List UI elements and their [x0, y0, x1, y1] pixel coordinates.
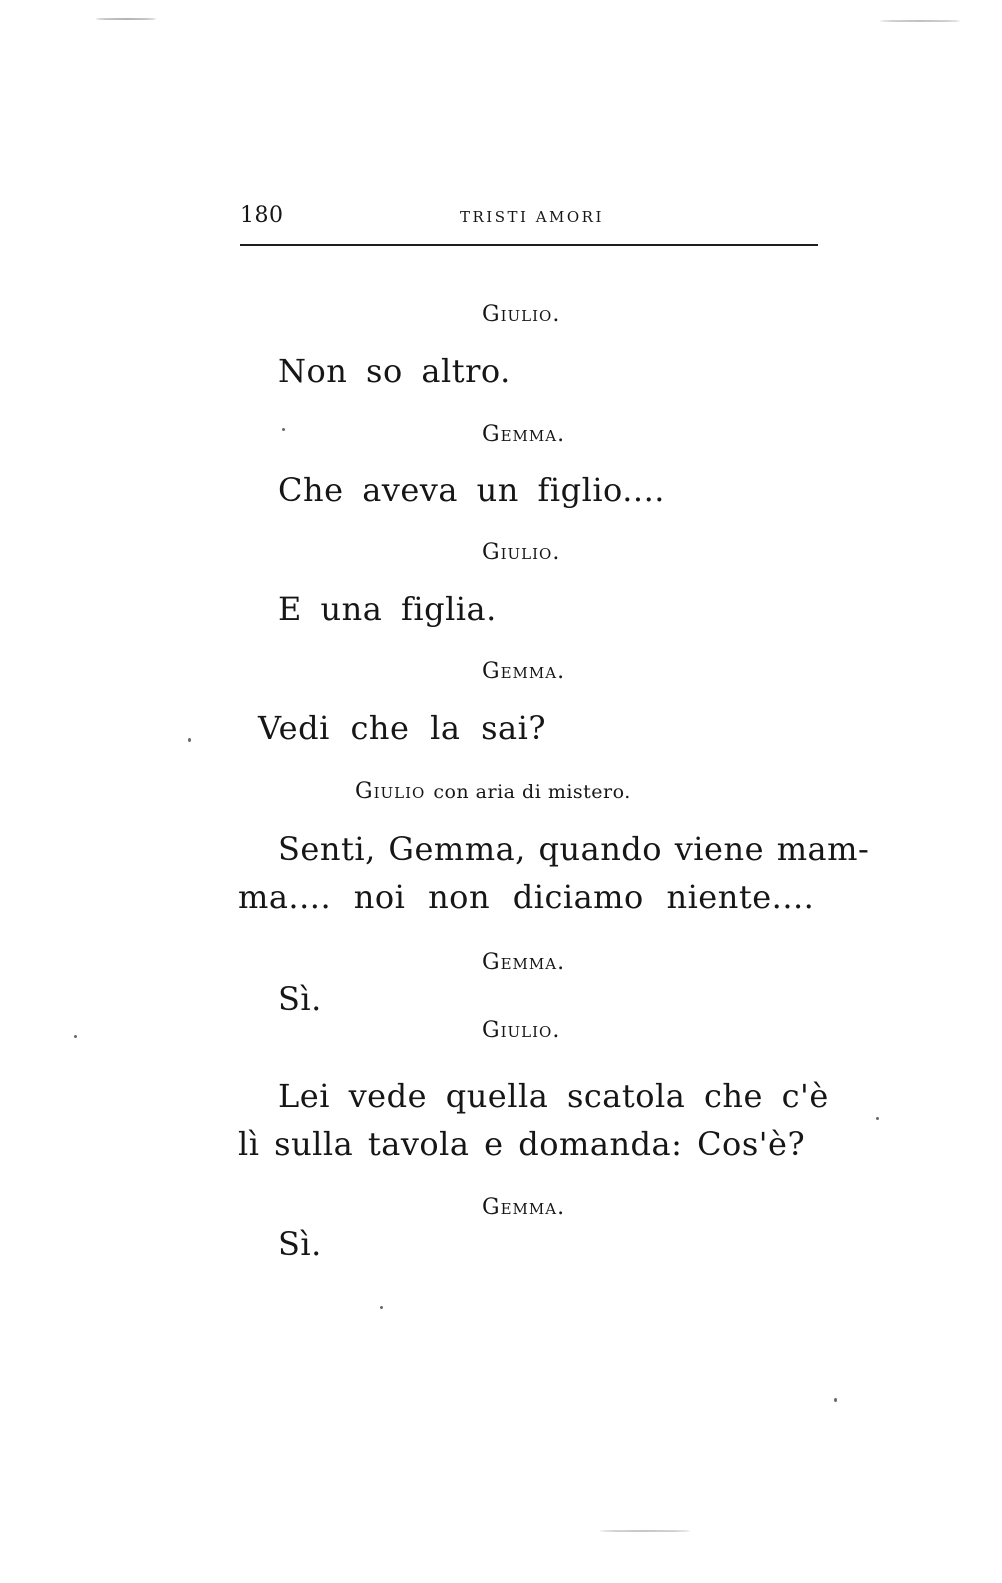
scan-speck	[188, 738, 191, 742]
scan-speck	[282, 428, 285, 431]
dialogue-line: Sì.	[278, 1225, 322, 1263]
dialogue-line: Senti, Gemma, quando viene mam-	[278, 830, 870, 868]
dialogue-line: Vedi che la sai?	[258, 709, 547, 747]
dialogue-line: lì sulla tavola e domanda: Cos'è?	[238, 1125, 806, 1163]
speaker-name: Giulio.	[482, 302, 561, 327]
speaker-name: Gemma.	[482, 1195, 566, 1220]
stage-direction: con aria di mistero.	[433, 781, 631, 803]
page-header	[240, 203, 820, 233]
scan-speck	[876, 1117, 879, 1120]
scan-speck	[834, 1398, 837, 1402]
speaker-name: Gemma.	[482, 950, 566, 975]
speaker-name: Gemma.	[482, 659, 566, 684]
page-number: 180	[240, 203, 284, 228]
speaker-with-direction	[355, 779, 631, 804]
dialogue-line: Sì.	[278, 980, 322, 1018]
speaker-name: Gemma.	[482, 422, 566, 447]
scan-speck	[96, 18, 156, 20]
running-title: TRISTI AMORI	[460, 208, 604, 226]
speaker-name: Giulio.	[482, 1018, 561, 1043]
speaker-name: Giulio	[355, 779, 426, 804]
header-rule	[240, 244, 818, 246]
speaker-name: Giulio.	[482, 540, 561, 565]
dialogue-line: Che aveva un figlio....	[278, 471, 665, 509]
scan-speck	[600, 1530, 690, 1532]
scan-speck	[880, 20, 960, 22]
dialogue-line: ma.... noi non diciamo niente....	[238, 878, 815, 916]
scan-speck	[380, 1306, 383, 1309]
scan-speck	[74, 1035, 77, 1038]
dialogue-line: E una figlia.	[278, 590, 497, 628]
dialogue-line: Non so altro.	[278, 352, 511, 390]
dialogue-line: Lei vede quella scatola che c'è	[278, 1077, 829, 1115]
